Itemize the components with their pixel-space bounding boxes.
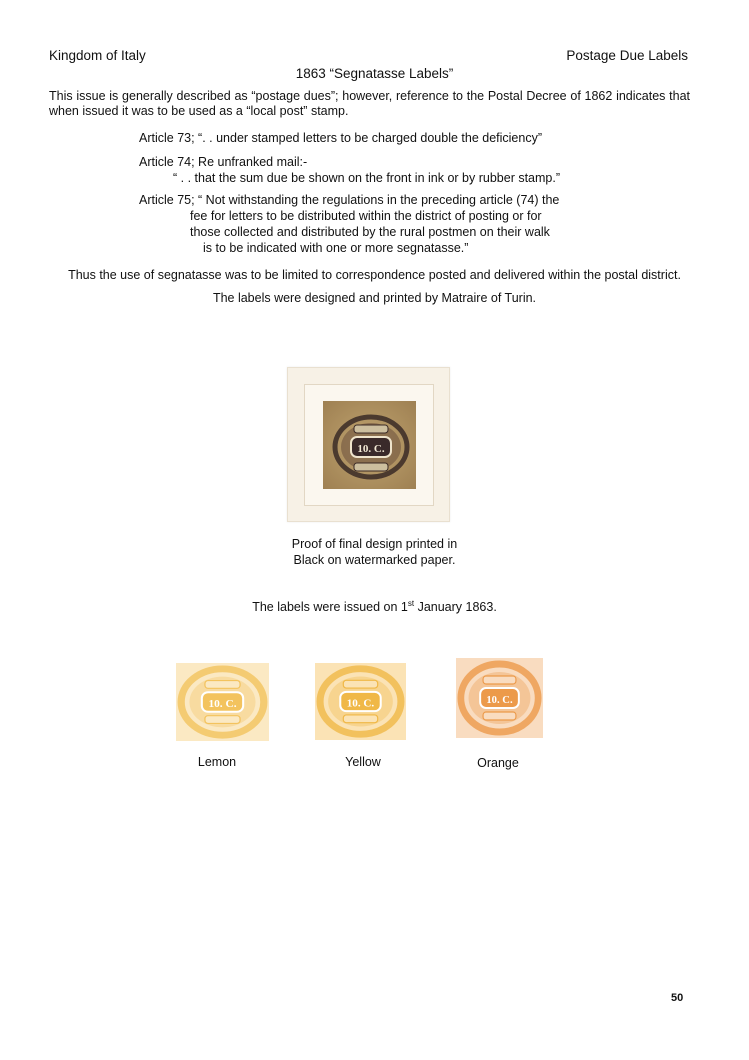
stamp-label-lemon: Lemon — [197, 755, 237, 769]
article-74-line-2: “ . . that the sum due be shown on the front in ink or by rubber stamp.” — [173, 171, 561, 185]
conclusion-text: Thus the use of segnatasse was to be limited to correspondence posted and delivered within the postal district. — [68, 268, 681, 282]
stamp-image-yellow — [315, 663, 406, 740]
stamp-value-orange: 10. C. — [486, 693, 513, 707]
proof-stamp-image — [323, 401, 416, 489]
article-75-line-3: those collected and distributed by the rural postmen on their walk — [190, 225, 550, 239]
stamp-value-yellow: 10. C. — [346, 697, 375, 710]
article-75 — [139, 192, 559, 256]
proof-caption-line-2: Black on watermarked paper. — [293, 553, 456, 567]
stamp-value-lemon: 10. C. — [208, 698, 237, 710]
stamp-image-orange — [456, 658, 543, 738]
issue-date-text — [0, 599, 749, 614]
stamp-image-lemon — [176, 663, 269, 741]
printer-text: The labels were designed and printed by Matraire of Turin. — [212, 291, 537, 305]
proof-caption-line-1: Proof of final design printed in — [291, 537, 458, 551]
proof-caption — [0, 536, 749, 568]
page-number: 50 — [671, 992, 684, 1004]
issue-date-suffix: January 1863. — [414, 600, 497, 615]
header-left: Kingdom of Italy — [49, 48, 146, 63]
proof-stamp-value: 10. C. — [357, 443, 385, 455]
page-title: 1863 “Segnatasse Labels” — [295, 66, 454, 81]
article-74 — [139, 154, 560, 186]
intro-paragraph: This issue is generally described as “postage dues”; however, reference to the Postal Decree of 1862 indicates that when issued it was to be used as a “local post” stamp. — [49, 89, 690, 118]
stamp-label-orange: Orange — [477, 756, 519, 770]
issue-date-sup: st — [407, 599, 415, 608]
article-75-line-1: Article 75; “ Not withstanding the regulations in the preceding article (74) the — [139, 193, 560, 207]
article-75-line-2: fee for letters to be distributed within the district of posting or for — [190, 209, 542, 223]
stamp-label-yellow: Yellow — [345, 755, 381, 769]
header-right: Postage Due Labels — [566, 48, 688, 63]
article-73: Article 73; “. . under stamped letters to be charged double the deficiency” — [139, 131, 543, 145]
article-75-line-4: is to be indicated with one or more segnatasse.” — [203, 241, 469, 255]
proof-mount — [287, 367, 450, 522]
proof-window — [304, 384, 434, 506]
article-74-line-1: Article 74; Re unfranked mail:- — [139, 155, 308, 169]
issue-date-prefix: The labels were issued on 1 — [252, 600, 408, 615]
